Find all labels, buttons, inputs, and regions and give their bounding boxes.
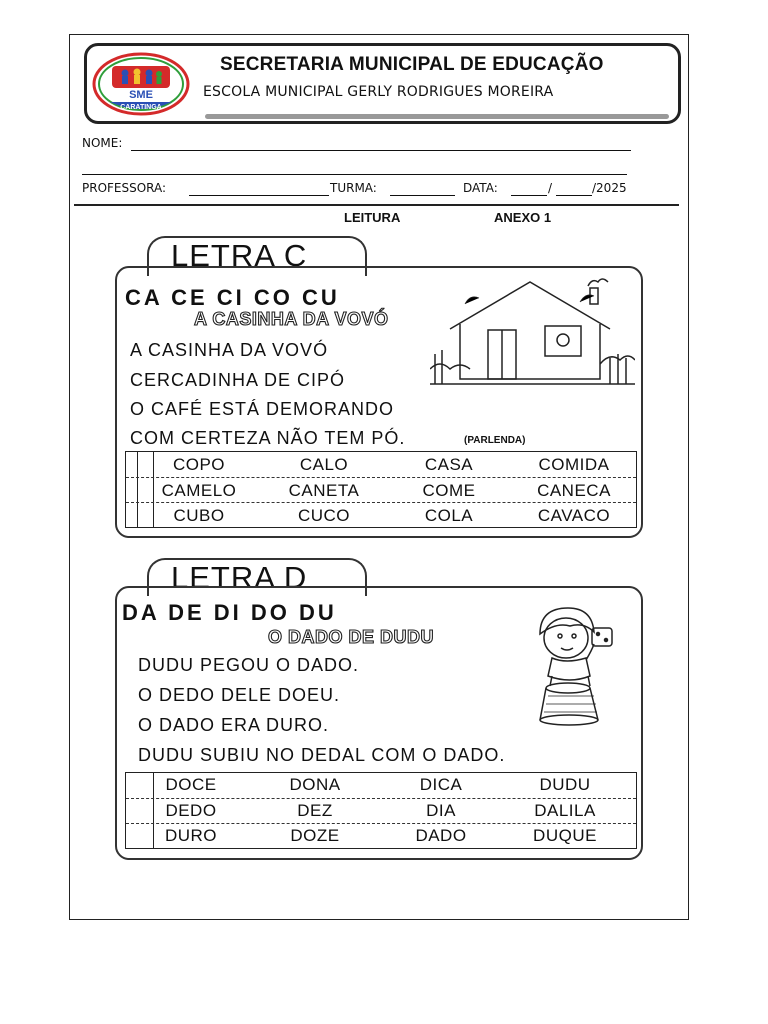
form-divider bbox=[74, 204, 679, 206]
letra-c-line-4: COM CERTEZA NÃO TEM PÓ. bbox=[130, 428, 406, 448]
turma-label: TURMA: bbox=[330, 181, 377, 195]
letra-d-line-1: DUDU PEGOU O DADO. bbox=[138, 655, 360, 675]
word-dez: DEZ bbox=[297, 801, 333, 820]
nome-input-line[interactable] bbox=[131, 150, 631, 151]
anexo-label: ANEXO 1 bbox=[494, 210, 552, 225]
school-name: ESCOLA MUNICIPAL GERLY RODRIGUES MOREIRA bbox=[203, 84, 554, 100]
letra-c-title: LETRA C bbox=[171, 238, 308, 273]
sme-caratinga-logo bbox=[92, 52, 190, 116]
word-casa: CASA bbox=[424, 455, 474, 474]
page-title: SECRETARIA MUNICIPAL DE EDUCAÇÃO bbox=[220, 54, 604, 75]
data-label: DATA: bbox=[463, 181, 498, 195]
word-duro: DURO bbox=[164, 826, 218, 845]
letra-d-line-4: DUDU SUBIU NO DEDAL COM O DADO. bbox=[138, 745, 506, 765]
data-day-line[interactable] bbox=[511, 195, 547, 196]
word-dona: DONA bbox=[289, 775, 341, 794]
word-caneca: CANECA bbox=[537, 481, 611, 500]
letra-c-source: (PARLENDA) bbox=[464, 435, 526, 446]
word-dado: DADO bbox=[415, 826, 467, 845]
letra-c-syllables: CA CE CI CO CU bbox=[125, 285, 340, 310]
letra-c-line-1: A CASINHA DA VOVÓ bbox=[130, 340, 329, 360]
word-copo: COPO bbox=[172, 455, 226, 474]
boy-on-thimble-illustration bbox=[528, 604, 620, 726]
word-dudu: DUDU bbox=[539, 775, 591, 794]
house-illustration bbox=[430, 274, 635, 404]
word-camelo: CAMELO bbox=[161, 481, 237, 500]
data-month-line[interactable] bbox=[556, 195, 592, 196]
header-divider bbox=[205, 114, 669, 119]
word-dica: DICA bbox=[419, 775, 463, 794]
word-calo: CALO bbox=[299, 455, 349, 474]
word-come: COME bbox=[422, 481, 476, 500]
word-duque: DUQUE bbox=[533, 826, 597, 845]
letra-d-syllables: DA DE DI DO DU bbox=[122, 600, 337, 625]
word-cuco: CUCO bbox=[297, 506, 351, 525]
word-comida: COMIDA bbox=[538, 455, 610, 474]
turma-input-line[interactable] bbox=[390, 195, 455, 196]
svg-text:SME: SME bbox=[129, 89, 153, 101]
word-doze: DOZE bbox=[290, 826, 340, 845]
nome-second-line[interactable] bbox=[82, 174, 627, 175]
data-year: /2025 bbox=[592, 181, 627, 195]
word-dia: DIA bbox=[426, 801, 456, 820]
leitura-label: LEITURA bbox=[344, 210, 401, 225]
professora-label: PROFESSORA: bbox=[82, 181, 167, 195]
data-separator: / bbox=[548, 181, 553, 195]
nome-label: NOME: bbox=[82, 136, 123, 150]
letra-d-line-2: O DEDO DELE DOEU. bbox=[138, 685, 341, 705]
word-cubo: CUBO bbox=[173, 506, 225, 525]
word-caneta: CANETA bbox=[288, 481, 360, 500]
letra-d-title: LETRA D bbox=[171, 560, 308, 595]
word-cola: COLA bbox=[424, 506, 474, 525]
word-dedo: DEDO bbox=[165, 801, 217, 820]
letra-c-line-2: CERCADINHA DE CIPÓ bbox=[130, 370, 346, 390]
letra-d-story-title: O DADO DE DUDU bbox=[268, 627, 435, 647]
letra-d-line-3: O DADO ERA DURO. bbox=[138, 715, 330, 735]
word-cavaco: CAVACO bbox=[537, 506, 611, 525]
word-doce: DOCE bbox=[165, 775, 217, 794]
word-dalila: DALILA bbox=[534, 801, 596, 820]
svg-text:CARATINGA: CARATINGA bbox=[120, 104, 162, 111]
letra-c-line-3: O CAFÉ ESTÁ DEMORANDO bbox=[130, 399, 395, 419]
professora-input-line[interactable] bbox=[189, 195, 329, 196]
letra-c-story-title: A CASINHA DA VOVÓ bbox=[194, 309, 389, 329]
